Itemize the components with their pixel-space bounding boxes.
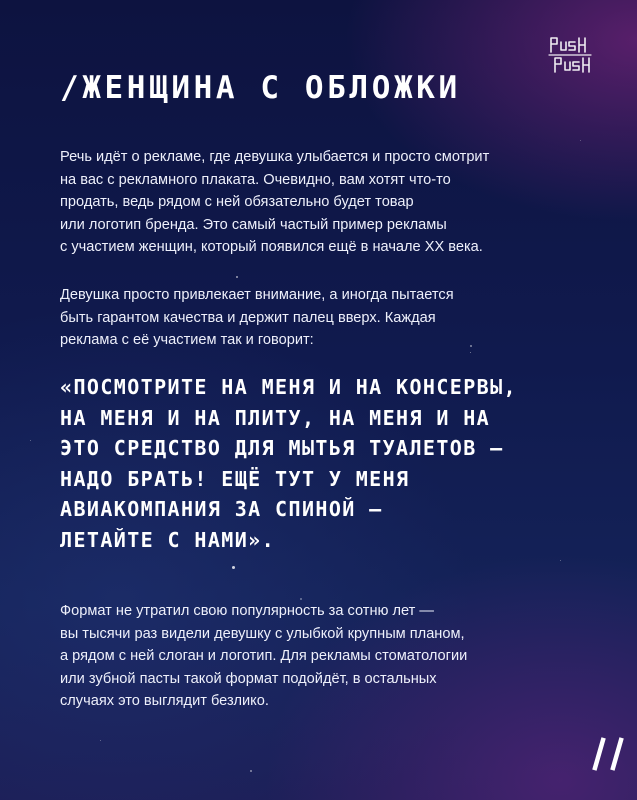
push-push-logo	[547, 32, 593, 78]
quote-line: НАДО БРАТЬ! ЕЩЁ ТУТ У МЕНЯ	[60, 466, 410, 491]
paragraph-intro	[60, 146, 600, 259]
paragraph-conclusion	[60, 600, 600, 713]
text-line: или зубной пасты такой формат подойдёт, в остальных	[60, 670, 437, 687]
star	[236, 276, 238, 278]
quote-line: НА МЕНЯ И НА ПЛИТУ, НА МЕНЯ И НА	[60, 405, 491, 430]
star	[470, 352, 471, 353]
paragraph-attention	[60, 284, 600, 352]
pull-quote	[60, 372, 517, 555]
quote-line: «ПОСМОТРИТЕ НА МЕНЯ И НА КОНСЕРВЫ,	[60, 375, 517, 399]
text-line: Девушка просто привлекает внимание, а иногда пытается	[60, 287, 454, 303]
star	[560, 560, 561, 561]
text-line: продать, ведь рядом с ней обязательно будет товар	[60, 194, 414, 210]
star	[580, 140, 581, 141]
star	[232, 566, 235, 569]
text-line: вы тысячи раз видели девушку с улыбкой крупным планом,	[60, 625, 465, 642]
text-line: реклама с её участием так и говорит:	[60, 332, 314, 348]
text-line: Речь идёт о рекламе, где девушка улыбается и просто смотрит	[60, 149, 490, 165]
quote-line: ЭТО СРЕДСТВО ДЛЯ МЫТЬЯ ТУАЛЕТОВ –	[60, 436, 504, 460]
star	[30, 440, 31, 441]
star	[250, 770, 252, 772]
quote-line: АВИАКОМПАНИЯ ЗА СПИНОЙ –	[60, 497, 383, 521]
text-line: на вас с рекламного плаката. Очевидно, вам хотят что-то	[60, 171, 451, 188]
star	[100, 740, 101, 741]
text-line: быть гарантом качества и держит палец вверх. Каждая	[60, 309, 436, 326]
page-title: /ЖЕНЩИНА С ОБЛОЖКИ	[60, 70, 461, 106]
text-line: случаях это выглядит безлико.	[60, 693, 269, 709]
corner-slash-mark	[589, 734, 629, 774]
quote-line: ЛЕТАЙТЕ С НАМИ».	[60, 527, 276, 552]
text-line: с участием женщин, который появился ещё в начале XX века.	[60, 239, 483, 255]
text-line: а рядом с ней слоган и логотип. Для рекламы стоматологии	[60, 648, 468, 664]
text-line: Формат не утратил свою популярность за сотню лет —	[60, 603, 435, 619]
text-line: или логотип бренда. Это самый частый пример рекламы	[60, 216, 447, 233]
